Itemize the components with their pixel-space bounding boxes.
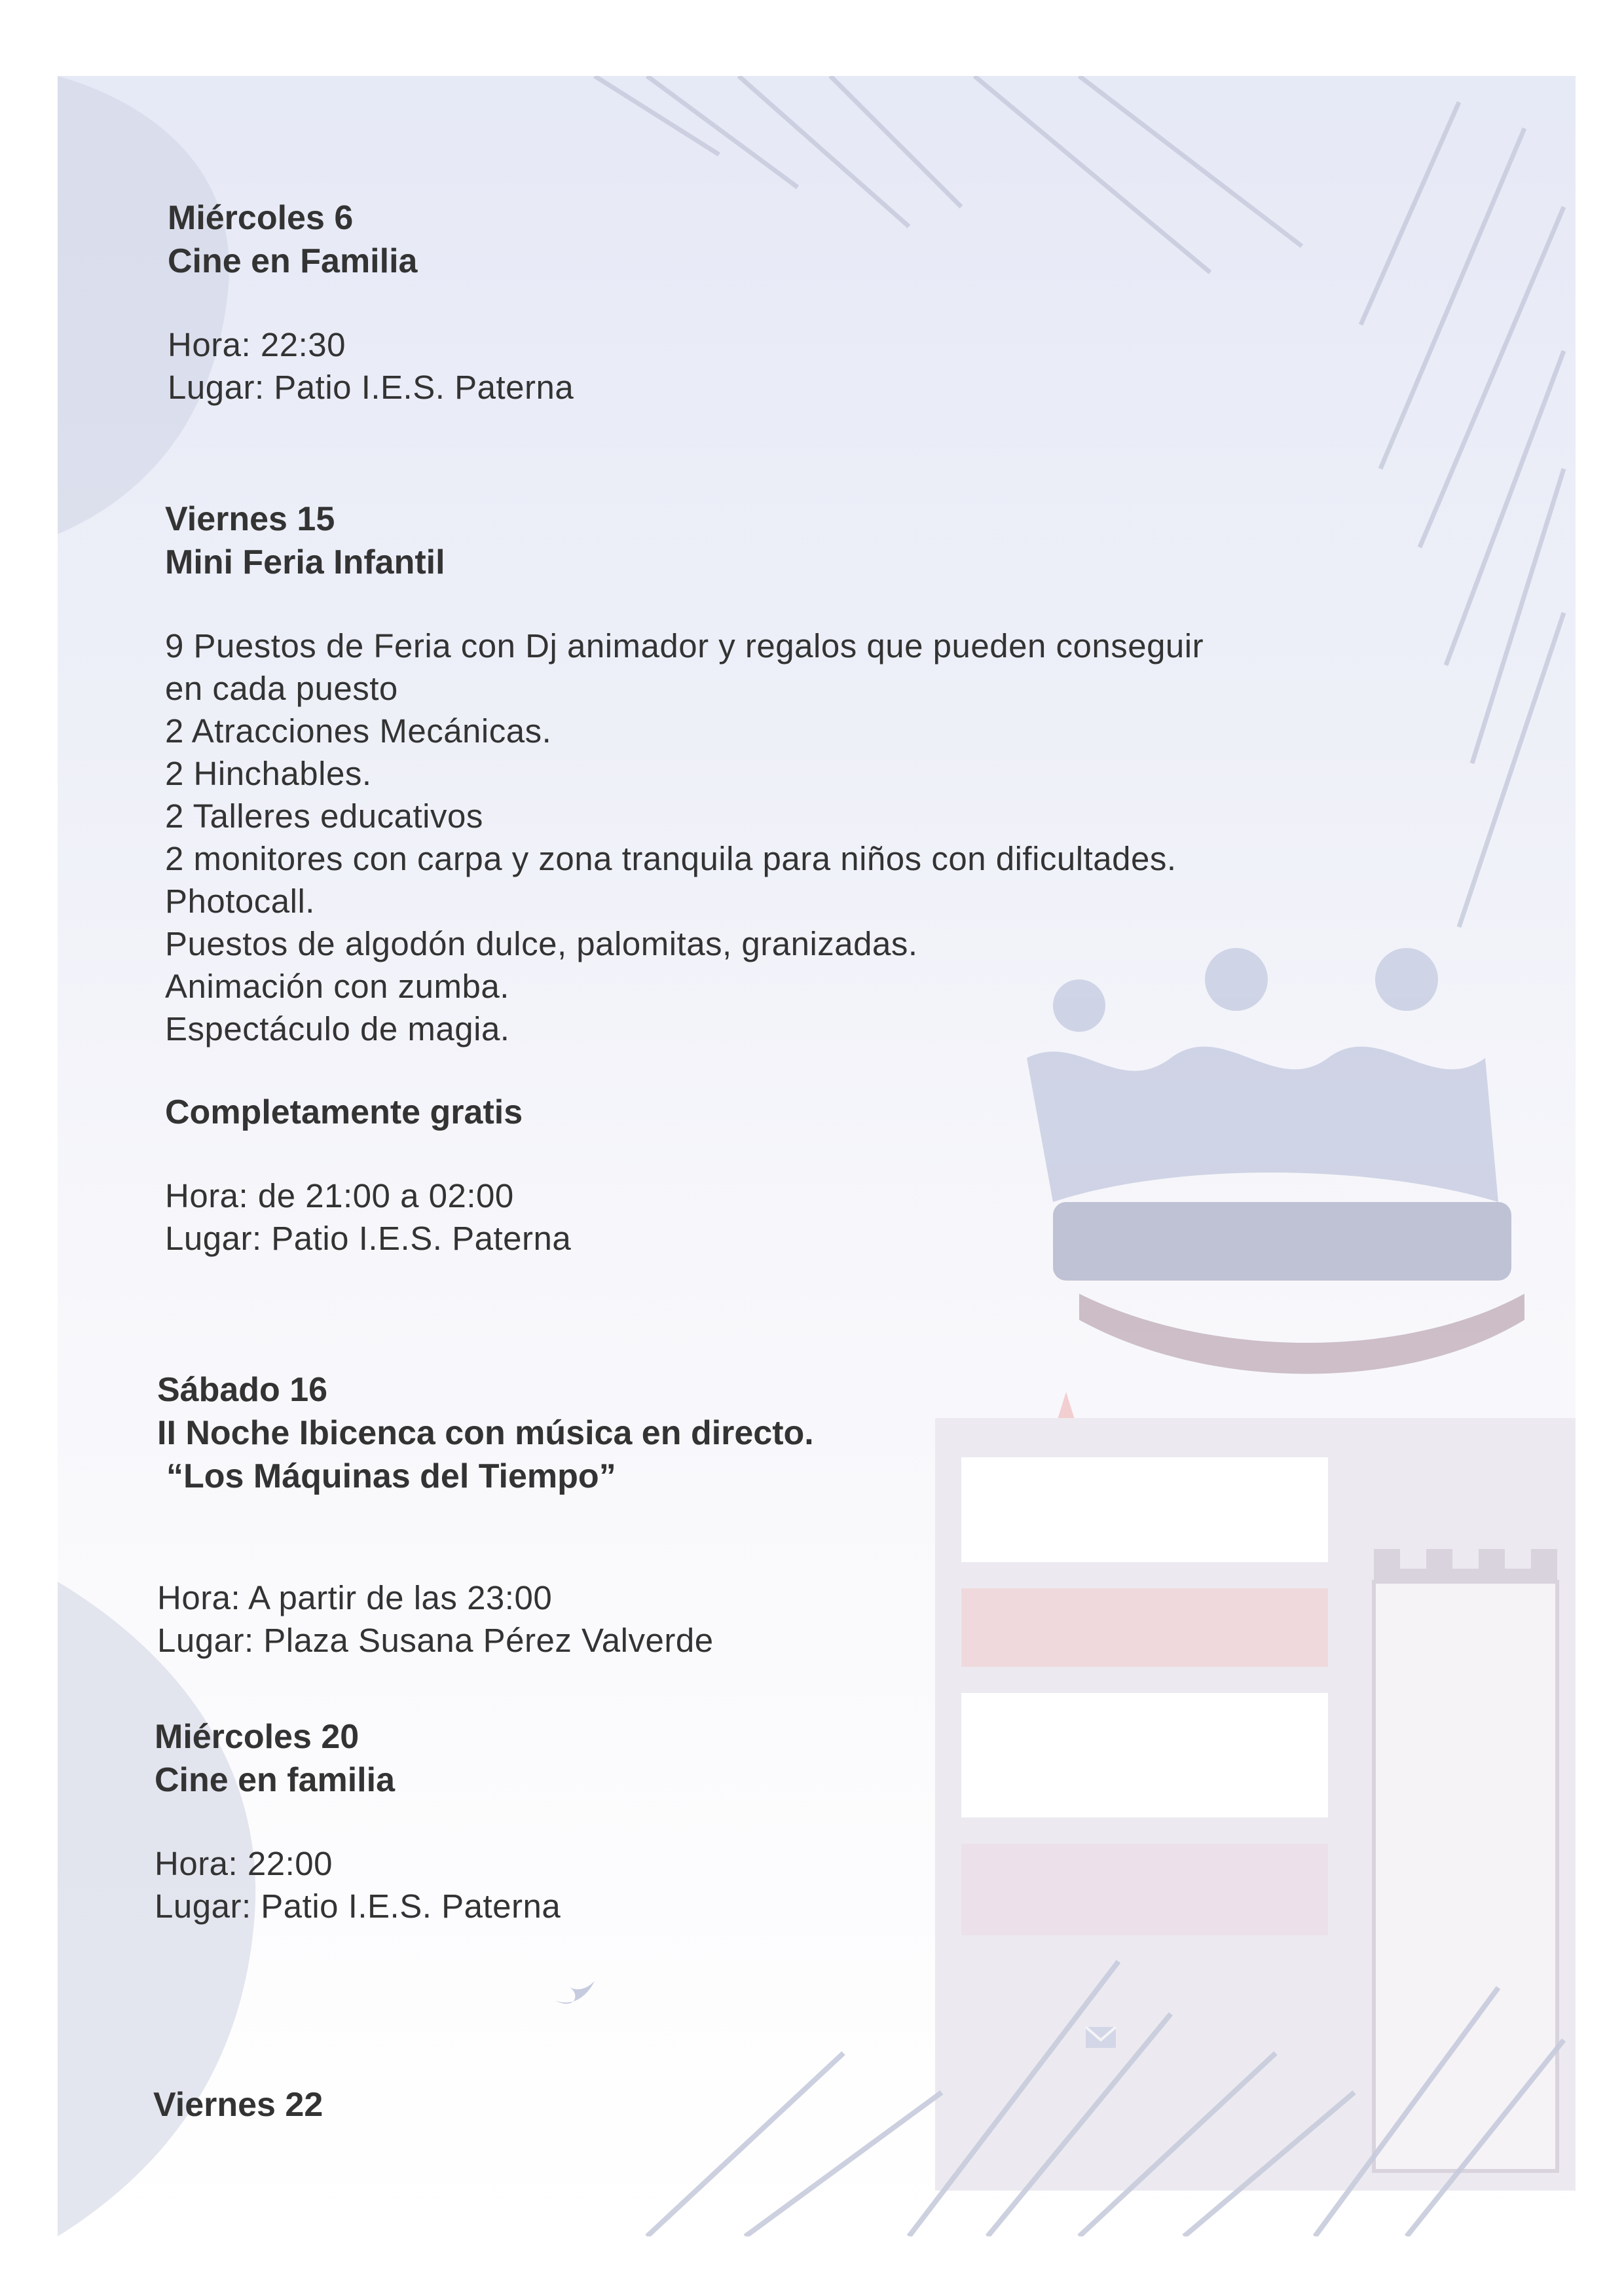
event-item: 2 monitores con carpa y zona tranquila para niños con dificultades. <box>165 840 1177 877</box>
event-item: Photocall. <box>165 883 315 920</box>
event-sabado-16 <box>157 1368 814 1662</box>
event-time: Hora: de 21:00 a 02:00 <box>165 1177 514 1214</box>
event-item: 2 Hinchables. <box>165 755 372 792</box>
event-item: Espectáculo de magia. <box>165 1010 510 1048</box>
event-item: en cada puesto <box>165 670 398 707</box>
event-subtitle: “Los Máquinas del Tiempo” <box>166 1457 616 1495</box>
envelope-icon <box>1086 2027 1116 2048</box>
event-day: Sábado 16 <box>157 1371 328 1409</box>
event-place: Lugar: Patio I.E.S. Paterna <box>168 369 574 406</box>
event-miercoles-20 <box>155 1715 561 1927</box>
event-item: Puestos de algodón dulce, palomitas, granizadas. <box>165 925 918 962</box>
event-place: Lugar: Plaza Susana Pérez Valverde <box>157 1622 714 1659</box>
event-item: 9 Puestos de Feria con Dj animador y regalos que pueden conseguir <box>165 627 1204 665</box>
twitter-bird-icon <box>555 1981 595 2004</box>
event-day: Miércoles 20 <box>155 1718 360 1756</box>
event-item: 2 Atracciones Mecánicas. <box>165 712 552 750</box>
event-miercoles-6 <box>168 196 574 409</box>
event-time: Hora: 22:30 <box>168 326 346 363</box>
event-day: Viernes 22 <box>153 2086 323 2124</box>
event-item: 2 Talleres educativos <box>165 797 483 835</box>
event-title: Cine en Familia <box>168 242 418 280</box>
event-time: Hora: 22:00 <box>155 1845 333 1882</box>
event-day: Viernes 15 <box>165 500 335 538</box>
event-viernes-15 <box>165 498 1204 1260</box>
event-title: Mini Feria Infantil <box>165 543 445 581</box>
page-sheet <box>58 76 1576 2236</box>
event-time: Hora: A partir de las 23:00 <box>157 1579 553 1616</box>
event-note: Completamente gratis <box>165 1093 523 1131</box>
event-day: Miércoles 6 <box>168 199 354 237</box>
event-item: Animación con zumba. <box>165 968 509 1005</box>
event-title: Cine en familia <box>155 1761 395 1799</box>
event-viernes-22 <box>153 2083 323 2126</box>
event-title: II Noche Ibicenca con música en directo. <box>157 1414 814 1452</box>
event-place: Lugar: Patio I.E.S. Paterna <box>155 1887 561 1925</box>
event-place: Lugar: Patio I.E.S. Paterna <box>165 1220 572 1257</box>
